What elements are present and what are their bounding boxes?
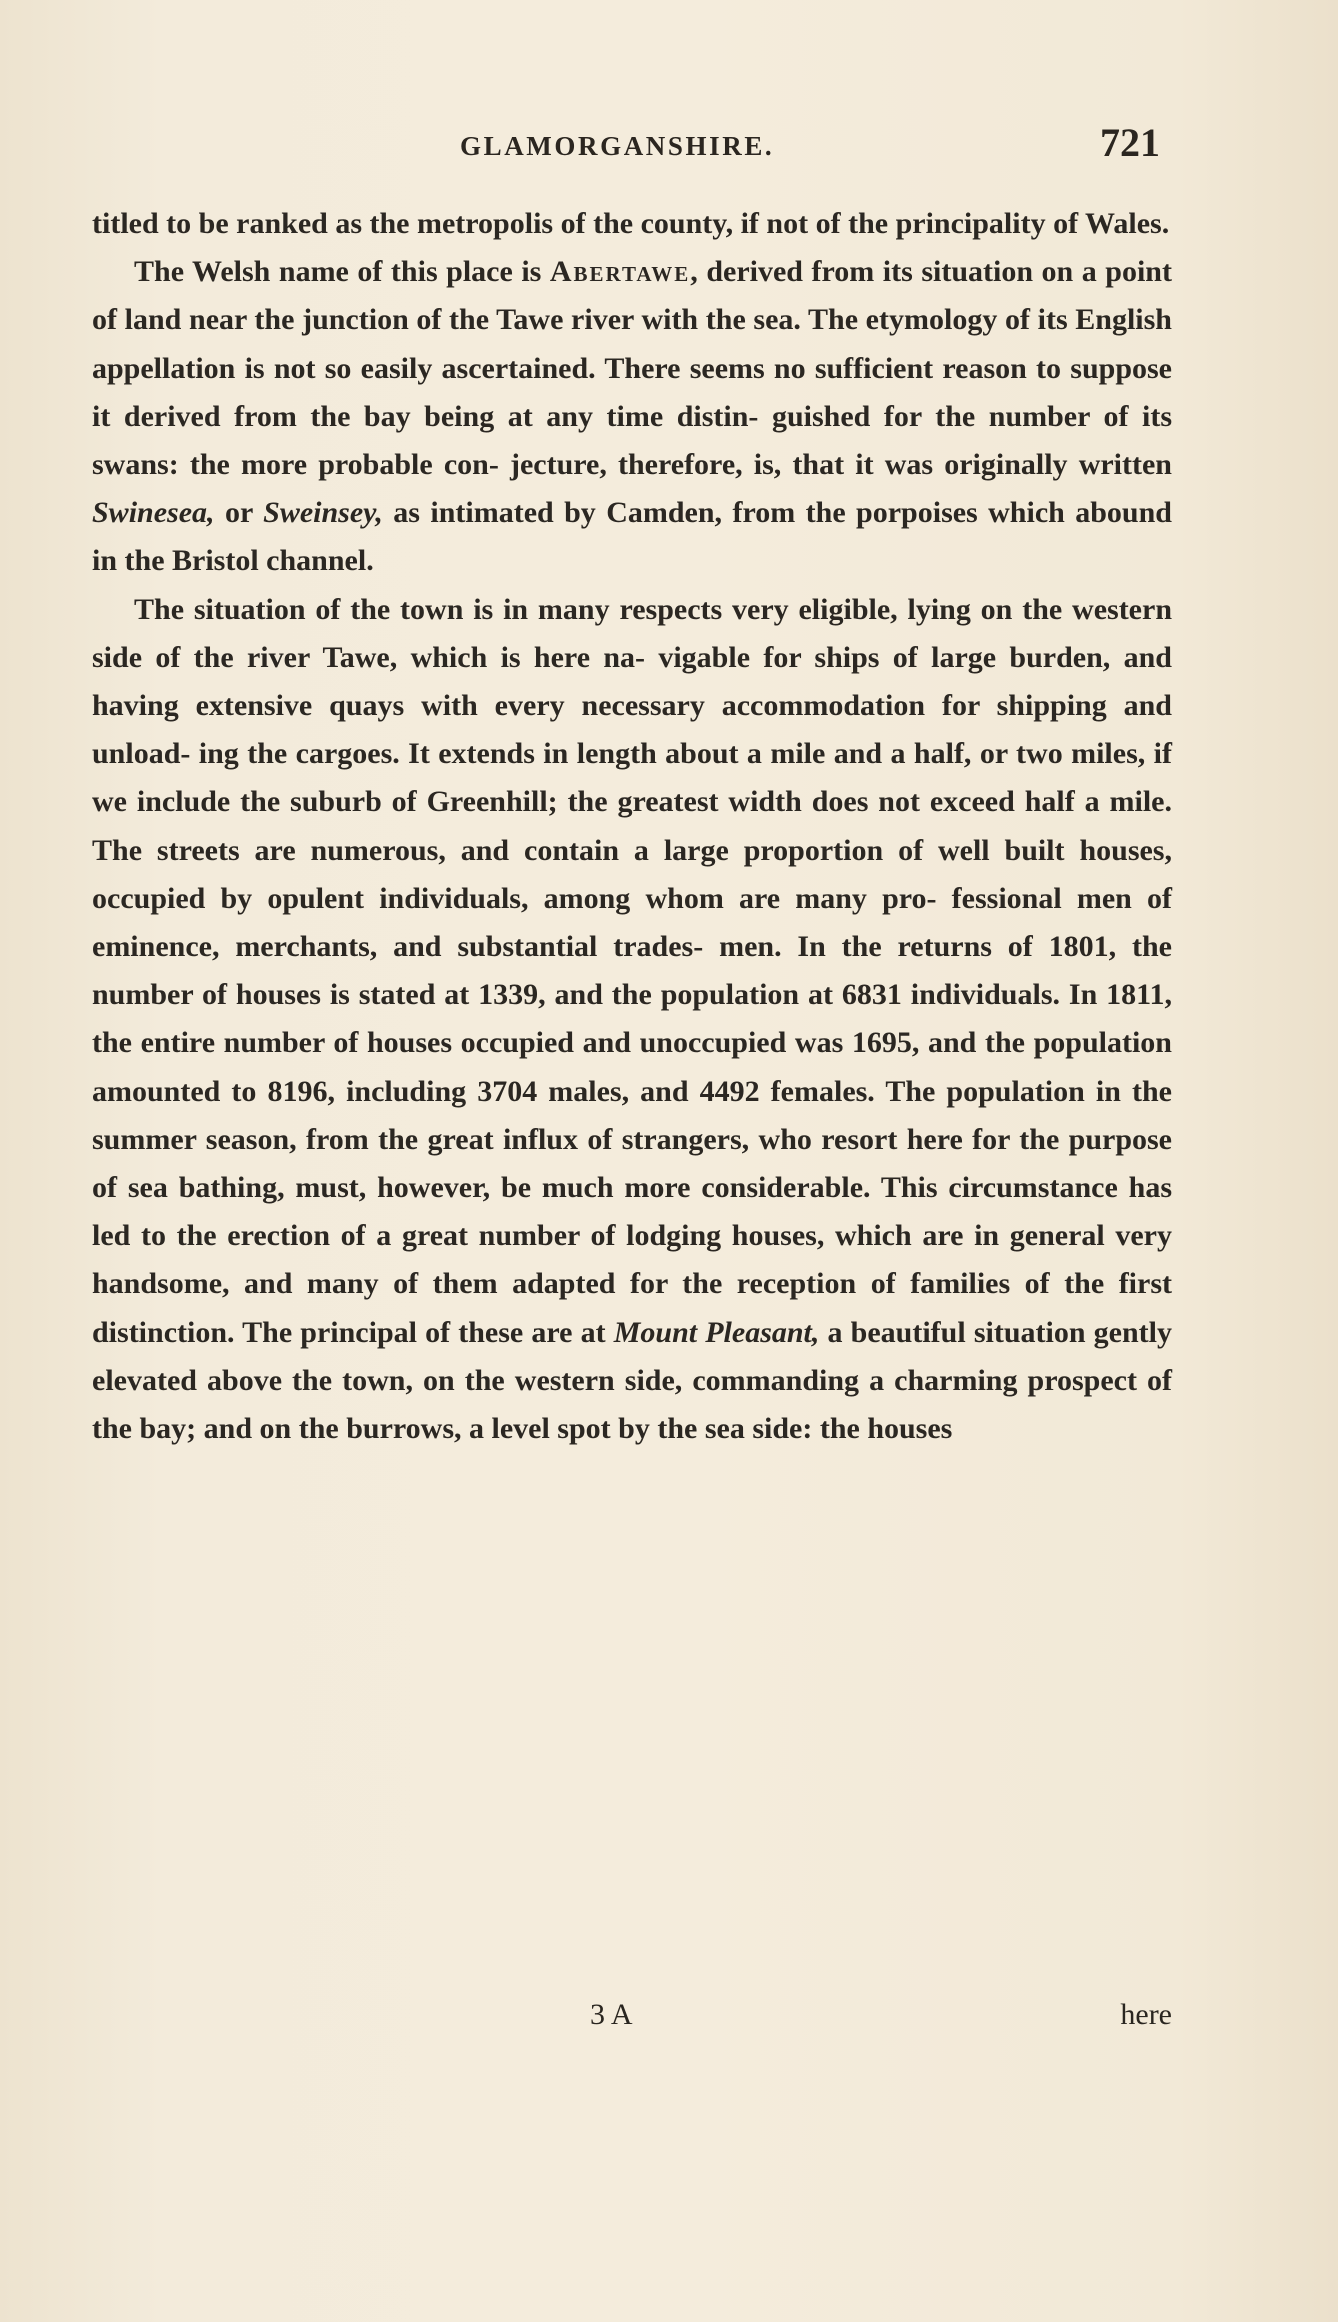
text-run: The Welsh name of this place is (134, 255, 550, 289)
paragraph (92, 248, 1172, 585)
paragraph (92, 586, 1172, 1454)
signature-mark: 3 A (590, 1998, 633, 2031)
page-number: 721 (1100, 120, 1160, 165)
catchword: here (1120, 1998, 1172, 2031)
text-run: or (214, 496, 264, 530)
page-header (92, 105, 1172, 165)
body-text (92, 200, 1172, 1453)
italic-text: Sweinsey, (263, 496, 383, 530)
text-run: , derived from its situation on a point of land near the junction of the Tawe river with the sea. The etymology of its English appellation is not so easily ascertained. There seems no sufficient reason to suppose it derived from the bay being at any time distin- guished for the number of its swans: the more probable con- jecture, therefore, is, that it was originally written (92, 255, 1172, 482)
italic-text: Swinesea, (92, 496, 215, 530)
text-run: as intimated by Camden, from the porpoises which abound in the Bristol channel. (92, 496, 1172, 578)
text-run: a beautiful situation gently elevated above the town, on the western side, commanding a charming prospect of the bay; and on the burrows, a level spot by the sea side: the houses (92, 1315, 1172, 1446)
small-caps-text: Abertawe (549, 255, 691, 289)
page-footer (92, 1998, 1172, 2048)
text-run: The situation of the town is in many respects very eligible, lying on the western side of the river Tawe, which is here na- vigable for ships of large burden, and having extensive quays with every necessary accommodation for shipping and unload- ing the cargoes. It extends in length about a mile and a half, or two miles, if we include the suburb of Greenhill; the greatest width does not exceed half a mile. The streets are numerous, and contain a large proportion of well built houses, occupied by opulent individuals, among whom are many pro- fessional men of eminence, merchants, and substantial trades- men. In the returns of 1801, the number of houses is stated at 1339, and the population at 6831 individuals. In 1811, the entire number of houses occupied and unoccupied was 1695, and the population amounted to 8196, including 3704 males, and 4492 females. The population in the summer season, from the great influx of strangers, who resort here for the purpose of sea bathing, must, however, be much more considerable. This circumstance has led to the erection of a great number of lodging houses, which are in general very handsome, and many of them adapted for the reception of families of the first distinction. The principal of these are at (92, 592, 1172, 1349)
text-run: titled to be ranked as the metropolis of the county, if not of the principality of Wales. (92, 207, 1170, 240)
italic-text: Mount Pleasant, (613, 1315, 820, 1349)
paragraph (92, 200, 1172, 248)
running-head: GLAMORGANSHIRE. (460, 131, 775, 161)
